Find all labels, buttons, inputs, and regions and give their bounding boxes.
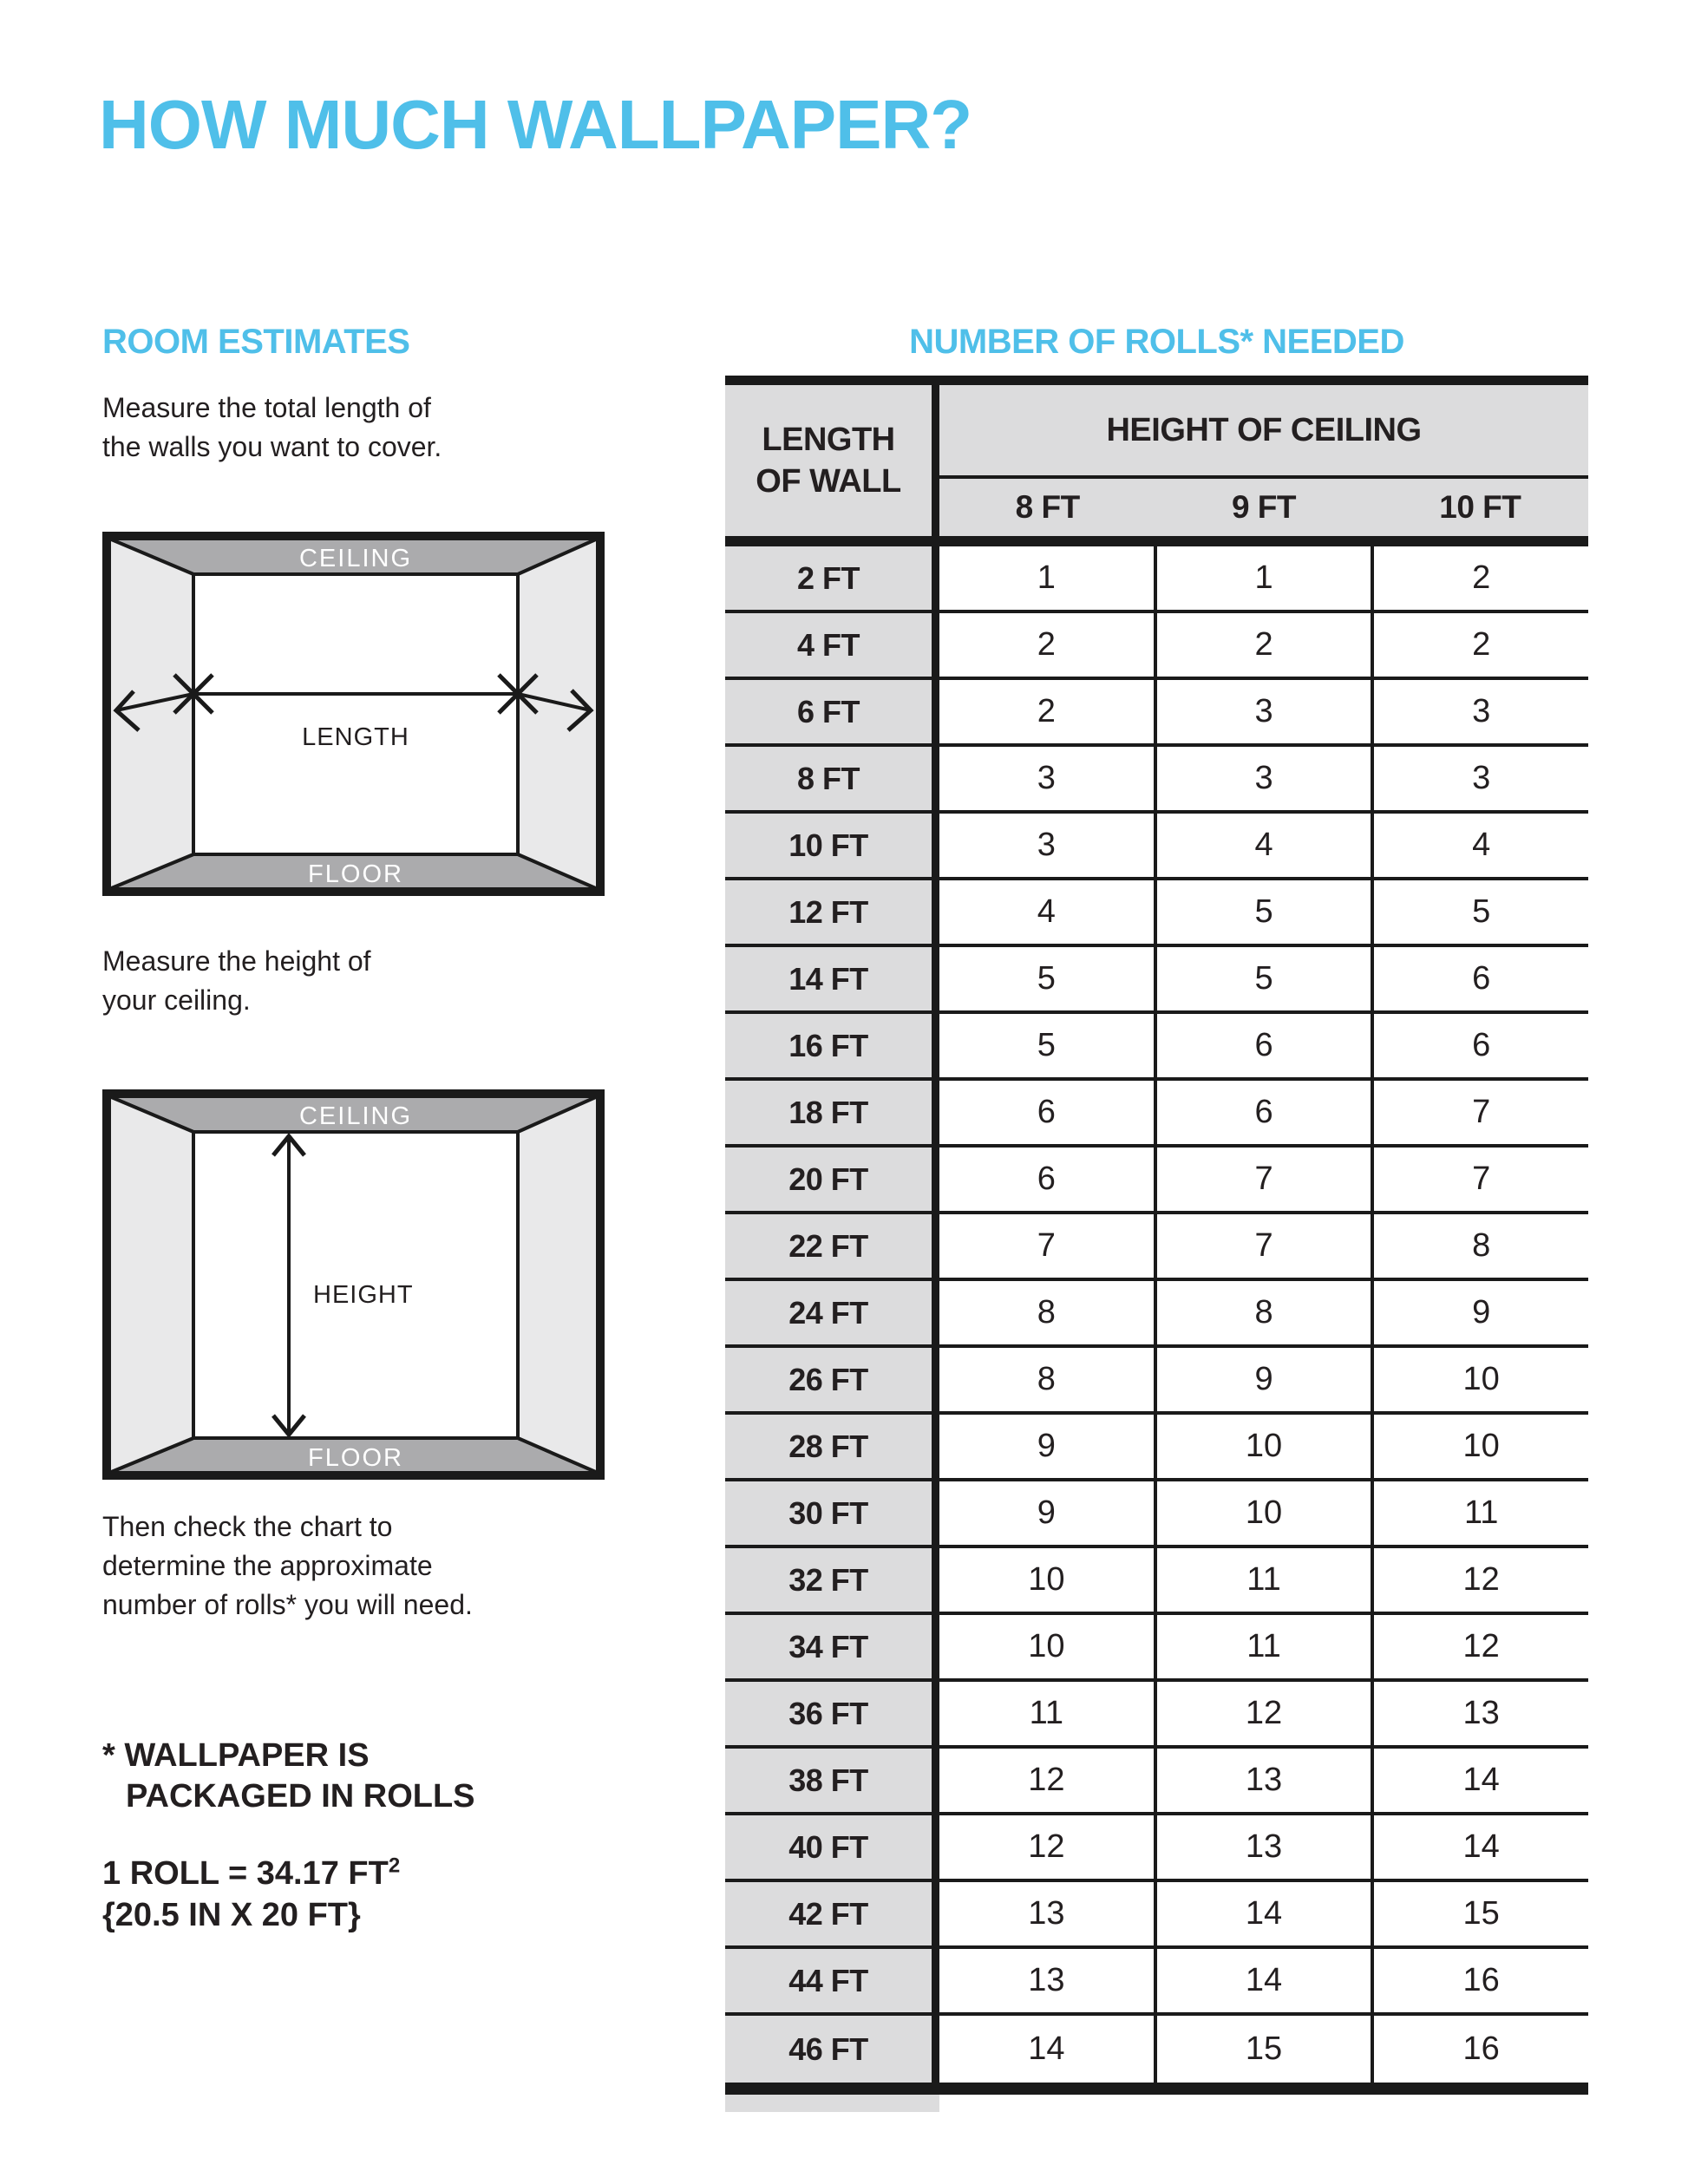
roll-count-cell: 14	[939, 2016, 1154, 2083]
table-top-bar	[725, 376, 1588, 385]
roll-count-cell: 7	[1371, 1081, 1588, 1144]
roll-count-cell: 10	[939, 1548, 1154, 1612]
roll-spec-exponent: 2	[388, 1854, 401, 1878]
roll-count-cell: 9	[1154, 1348, 1371, 1411]
row-length-label: 36 FT	[725, 1682, 939, 1745]
roll-count-cell: 10	[1154, 1415, 1371, 1478]
roll-count-cell: 3	[939, 747, 1154, 810]
step1-line2: the walls you want to cover.	[102, 431, 442, 462]
roll-count-cell: 11	[939, 1682, 1154, 1745]
row-length-label: 10 FT	[725, 814, 939, 877]
roll-count-cell: 8	[1371, 1214, 1588, 1278]
roll-count-cell: 15	[1371, 1882, 1588, 1945]
roll-count-cell: 14	[1154, 1949, 1371, 2012]
table-row	[725, 747, 1588, 814]
room-length-diagram	[102, 532, 605, 896]
height-of-ceiling-header: HEIGHT OF CEILING	[939, 385, 1588, 479]
roll-count-cell: 7	[1154, 1214, 1371, 1278]
row-length-label: 38 FT	[725, 1749, 939, 1812]
row-length-label: 26 FT	[725, 1348, 939, 1411]
page-title: HOW MUCH WALLPAPER?	[99, 86, 972, 163]
table-row	[725, 1749, 1588, 1815]
row-length-label: 20 FT	[725, 1148, 939, 1211]
roll-count-cell: 13	[939, 1882, 1154, 1945]
roll-count-cell: 10	[1371, 1348, 1588, 1411]
row-length-label: 44 FT	[725, 1949, 939, 2012]
row-length-label: 16 FT	[725, 1014, 939, 1077]
roll-count-cell: 13	[1154, 1815, 1371, 1879]
roll-count-cell: 8	[939, 1281, 1154, 1344]
row-length-label: 6 FT	[725, 680, 939, 743]
roll-spec-line2: {20.5 IN X 20 FT}	[102, 1897, 361, 1933]
step2-line1: Measure the height of	[102, 945, 371, 977]
rolls-table	[725, 376, 1588, 2112]
roll-count-cell: 12	[1371, 1548, 1588, 1612]
table-header-divider-bar	[725, 536, 1588, 546]
table-row	[725, 814, 1588, 880]
roll-count-cell: 7	[939, 1214, 1154, 1278]
left-wall-panel	[109, 1096, 193, 1473]
roll-count-cell: 9	[939, 1415, 1154, 1478]
roll-count-cell: 12	[1371, 1615, 1588, 1678]
step3-line2: determine the approximate	[102, 1550, 433, 1581]
height-label: HEIGHT	[313, 1281, 414, 1309]
roll-count-cell: 4	[1371, 814, 1588, 877]
roll-count-cell: 2	[939, 680, 1154, 743]
step3-instruction	[102, 1507, 473, 1625]
table-row	[725, 1682, 1588, 1749]
roll-count-cell: 9	[1371, 1281, 1588, 1344]
roll-count-cell: 11	[1371, 1481, 1588, 1545]
table-row	[725, 1014, 1588, 1081]
floor-label: FLOOR	[308, 860, 403, 888]
rolls-footnote	[102, 1736, 475, 1817]
roll-count-cell: 10	[1371, 1415, 1588, 1478]
step1-line1: Measure the total length of	[102, 392, 431, 423]
roll-count-cell: 5	[1154, 947, 1371, 1010]
length-of-wall-header	[725, 385, 939, 536]
roll-count-cell: 3	[1154, 680, 1371, 743]
table-row	[725, 880, 1588, 947]
roll-count-cell: 13	[1371, 1682, 1588, 1745]
table-header	[725, 385, 1588, 536]
roll-count-cell: 12	[939, 1749, 1154, 1812]
roll-count-cell: 2	[1154, 613, 1371, 677]
length-of-wall-line2: OF WALL	[756, 463, 901, 500]
roll-count-cell: 6	[939, 1148, 1154, 1211]
room-height-diagram	[102, 1089, 605, 1480]
roll-count-cell: 13	[1154, 1749, 1371, 1812]
roll-count-cell: 14	[1154, 1882, 1371, 1945]
roll-count-cell: 4	[939, 880, 1154, 944]
table-bottom-bar	[725, 2083, 1588, 2095]
roll-count-cell: 14	[1371, 1749, 1588, 1812]
roll-count-cell: 11	[1154, 1615, 1371, 1678]
table-row	[725, 1949, 1588, 2016]
table-row	[725, 1615, 1588, 1682]
roll-count-cell: 7	[1154, 1148, 1371, 1211]
roll-count-cell: 3	[939, 814, 1154, 877]
row-length-label: 32 FT	[725, 1548, 939, 1612]
table-row	[725, 1348, 1588, 1415]
ceiling-height-columns	[939, 479, 1588, 536]
roll-count-cell: 2	[939, 613, 1154, 677]
footnote-line2: PACKAGED IN ROLLS	[126, 1778, 475, 1815]
roll-count-cell: 16	[1371, 1949, 1588, 2012]
step3-line1: Then check the chart to	[102, 1511, 393, 1542]
roll-count-cell: 1	[1154, 546, 1371, 610]
roll-count-cell: 4	[1154, 814, 1371, 877]
col-header-9ft: 9 FT	[1231, 489, 1297, 525]
floor-label: FLOOR	[308, 1444, 403, 1472]
roll-count-cell: 15	[1154, 2016, 1371, 2083]
roll-count-cell: 6	[1371, 1014, 1588, 1077]
footnote-line1: * WALLPAPER IS	[102, 1737, 370, 1774]
roll-spec	[102, 1853, 400, 1936]
row-length-label: 40 FT	[725, 1815, 939, 1879]
table-bottom-gray-tab	[725, 2095, 939, 2112]
roll-count-cell: 6	[1154, 1014, 1371, 1077]
ceiling-label: CEILING	[298, 1102, 413, 1130]
roll-count-cell: 1	[939, 546, 1154, 610]
table-row	[725, 613, 1588, 680]
table-row	[725, 1214, 1588, 1281]
roll-count-cell: 3	[1371, 680, 1588, 743]
room-estimates-heading: ROOM ESTIMATES	[102, 323, 410, 361]
rolls-needed-heading: NUMBER OF ROLLS* NEEDED	[909, 323, 1404, 361]
step2-instruction	[102, 942, 371, 1020]
row-length-label: 34 FT	[725, 1615, 939, 1678]
table-row	[725, 947, 1588, 1014]
back-wall	[193, 574, 518, 854]
col-header-10ft: 10 FT	[1439, 489, 1521, 525]
row-length-label: 42 FT	[725, 1882, 939, 1945]
table-row	[725, 1081, 1588, 1148]
table-row	[725, 1882, 1588, 1949]
roll-count-cell: 2	[1371, 546, 1588, 610]
row-length-label: 2 FT	[725, 546, 939, 610]
roll-count-cell: 8	[939, 1348, 1154, 1411]
row-length-label: 12 FT	[725, 880, 939, 944]
roll-count-cell: 2	[1371, 613, 1588, 677]
step3-line3: number of rolls* you will need.	[102, 1589, 473, 1620]
row-length-label: 4 FT	[725, 613, 939, 677]
ceiling-label: CEILING	[298, 545, 413, 572]
roll-spec-text: 1 ROLL = 34.17 FT	[102, 1855, 389, 1892]
roll-count-cell: 16	[1371, 2016, 1588, 2083]
roll-count-cell: 6	[939, 1081, 1154, 1144]
roll-count-cell: 10	[1154, 1481, 1371, 1545]
row-length-label: 46 FT	[725, 2016, 939, 2083]
roll-count-cell: 3	[1154, 747, 1371, 810]
roll-count-cell: 3	[1371, 747, 1588, 810]
row-length-label: 8 FT	[725, 747, 939, 810]
step1-instruction	[102, 389, 442, 467]
roll-count-cell: 6	[1371, 947, 1588, 1010]
table-row	[725, 1481, 1588, 1548]
roll-count-cell: 9	[939, 1481, 1154, 1545]
row-length-label: 28 FT	[725, 1415, 939, 1478]
col-header-8ft: 8 FT	[1015, 489, 1080, 525]
height-of-ceiling-group	[939, 385, 1588, 536]
table-row	[725, 546, 1588, 613]
roll-count-cell: 7	[1371, 1148, 1588, 1211]
row-length-label: 14 FT	[725, 947, 939, 1010]
row-length-label: 24 FT	[725, 1281, 939, 1344]
table-row	[725, 1415, 1588, 1481]
step2-line2: your ceiling.	[102, 984, 251, 1016]
roll-count-cell: 5	[939, 1014, 1154, 1077]
row-length-label: 30 FT	[725, 1481, 939, 1545]
roll-count-cell: 6	[1154, 1081, 1371, 1144]
roll-count-cell: 11	[1154, 1548, 1371, 1612]
roll-count-cell: 13	[939, 1949, 1154, 2012]
roll-count-cell: 12	[939, 1815, 1154, 1879]
roll-count-cell: 5	[939, 947, 1154, 1010]
roll-count-cell: 14	[1371, 1815, 1588, 1879]
length-label: LENGTH	[302, 723, 409, 751]
row-length-label: 22 FT	[725, 1214, 939, 1278]
table-row	[725, 1148, 1588, 1214]
table-body	[725, 546, 1588, 2083]
roll-spec-line1	[102, 1853, 400, 1894]
row-length-label: 18 FT	[725, 1081, 939, 1144]
roll-count-cell: 5	[1154, 880, 1371, 944]
roll-count-cell: 12	[1154, 1682, 1371, 1745]
table-row	[725, 1281, 1588, 1348]
roll-count-cell: 5	[1371, 880, 1588, 944]
table-row	[725, 1815, 1588, 1882]
length-of-wall-line1: LENGTH	[762, 422, 895, 458]
table-row	[725, 1548, 1588, 1615]
table-row	[725, 2016, 1588, 2083]
right-wall-panel	[518, 1096, 598, 1473]
roll-count-cell: 10	[939, 1615, 1154, 1678]
table-row	[725, 680, 1588, 747]
roll-count-cell: 8	[1154, 1281, 1371, 1344]
